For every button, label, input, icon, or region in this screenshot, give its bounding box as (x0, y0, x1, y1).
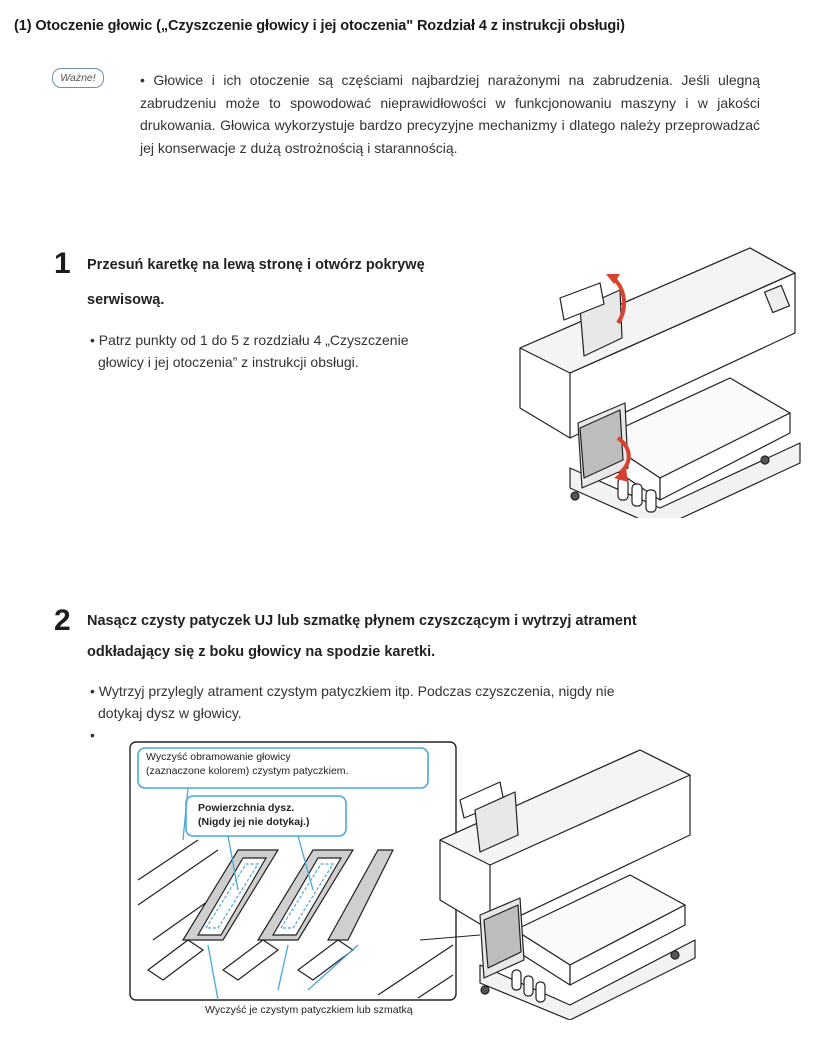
printer-illustration-open-cover (500, 238, 810, 518)
step-1-title-line1: Przesuń karetkę na lewą stronę i otwórz pokrywę (87, 257, 425, 273)
step-1-number: 1 (54, 247, 71, 280)
step-1-bullet-line2: głowicy i jej otoczenia” z instrukcji obsługi. (98, 354, 359, 370)
step-2-bullet-line1: • Wytrzyj przylegly atrament czystym patyczkiem itp. Podczas czyszczenia, nigdy nie (90, 683, 615, 699)
callout-frame-line1: Wyczyść obramowanie głowicy (146, 751, 291, 763)
important-note: • Głowice i ich otoczenie są częściami najbardziej narażonymi na zabrudzenia. Jeśli ulegną zabrudzeniu może to spowodować nieprawidłowości w funkcjonowaniu maszyny i w jakości drukowania. Głowica wykorzystuje bardzo precyzyjne mechanizmy i dlatego należy przeprowadzać jej konserwacje z dużą ostrożnością i starannością. (140, 72, 760, 156)
important-badge: Ważne! (52, 68, 104, 88)
callout-nozzle-line2: (Nigdy jej nie dotykaj.) (198, 816, 310, 828)
printer-illustration-carriage (420, 740, 710, 1020)
step-1-bullet-line1: • Patrz punkty od 1 do 5 z rozdziału 4 „Czyszczenie (90, 332, 409, 348)
callout-bottom: Wyczyść je czystym patyczkiem lub szmatką (205, 1004, 413, 1016)
step-2-bullet-empty: • (90, 727, 95, 743)
step-2-bullet-line2: dotykaj dysz w głowicy. (98, 705, 242, 721)
step-2-title-line2: odkładający się z boku głowicy na spodzie karetki. (87, 644, 436, 660)
head-underside-illustration (128, 740, 458, 1010)
step-2-number: 2 (54, 604, 71, 637)
step-1-title-line2: serwisową. (87, 292, 165, 308)
step-2-title-line1: Nasącz czysty patyczek UJ lub szmatkę płynem czyszczącym i wytrzyj atrament (87, 613, 637, 629)
section-heading: (1) Otoczenie głowic („Czyszczenie głowicy i jej otoczenia" Rozdział 4 z instrukcji obsługi) (14, 18, 625, 34)
callout-nozzle-line1: Powierzchnia dysz. (198, 802, 295, 814)
callout-frame-line2: (zaznaczone kolorem) czystym patyczkiem. (146, 765, 349, 777)
